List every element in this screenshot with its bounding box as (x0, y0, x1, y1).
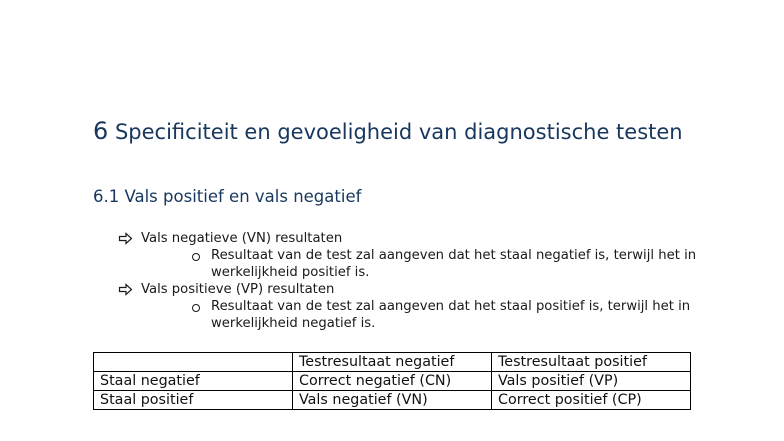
bullet-text: Vals negatieve (VN) resultaten (141, 231, 343, 246)
table-header-cell (94, 353, 293, 372)
table-row (94, 391, 691, 410)
table-cell: Staal negatief (94, 372, 293, 391)
confusion-table (93, 352, 691, 410)
arrow-right-outline-icon (118, 281, 134, 298)
bullet-item-vn (118, 230, 718, 247)
sub-bullet-text: Resultaat van de test zal aangeven dat het staal positief is, terwijl het in werkelijkheid negatief is. (211, 299, 691, 331)
table-cell: Vals negatief (VN) (293, 391, 492, 410)
bullet-item-vp (118, 281, 718, 298)
circle-bullet-icon (192, 253, 200, 261)
table-header-cell: Testresultaat negatief (293, 353, 492, 372)
arrow-right-outline-icon (118, 230, 134, 247)
sub-bullet-text: Resultaat van de test zal aangeven dat het staal negatief is, terwijl het in werkelijkheid positief is. (211, 248, 697, 280)
table-cell: Staal positief (94, 391, 293, 410)
title-text: Specificiteit en gevoeligheid van diagnostische testen (114, 120, 683, 144)
bullet-text: Vals positieve (VP) resultaten (141, 282, 335, 297)
circle-bullet-icon (192, 304, 200, 312)
table-header-cell: Testresultaat positief (492, 353, 691, 372)
table-row (94, 372, 691, 391)
table-cell: Correct negatief (CN) (293, 372, 492, 391)
title-number: 6 (93, 117, 109, 145)
sub-bullet-item-vp (189, 298, 701, 332)
table-header-row (94, 353, 691, 372)
page-title (93, 117, 733, 147)
table-cell: Vals positief (VP) (492, 372, 691, 391)
bullet-list (118, 230, 718, 332)
section-subtitle: 6.1 Vals positief en vals negatief (93, 187, 362, 206)
table-cell: Correct positief (CP) (492, 391, 691, 410)
sub-bullet-item-vn (189, 247, 701, 281)
